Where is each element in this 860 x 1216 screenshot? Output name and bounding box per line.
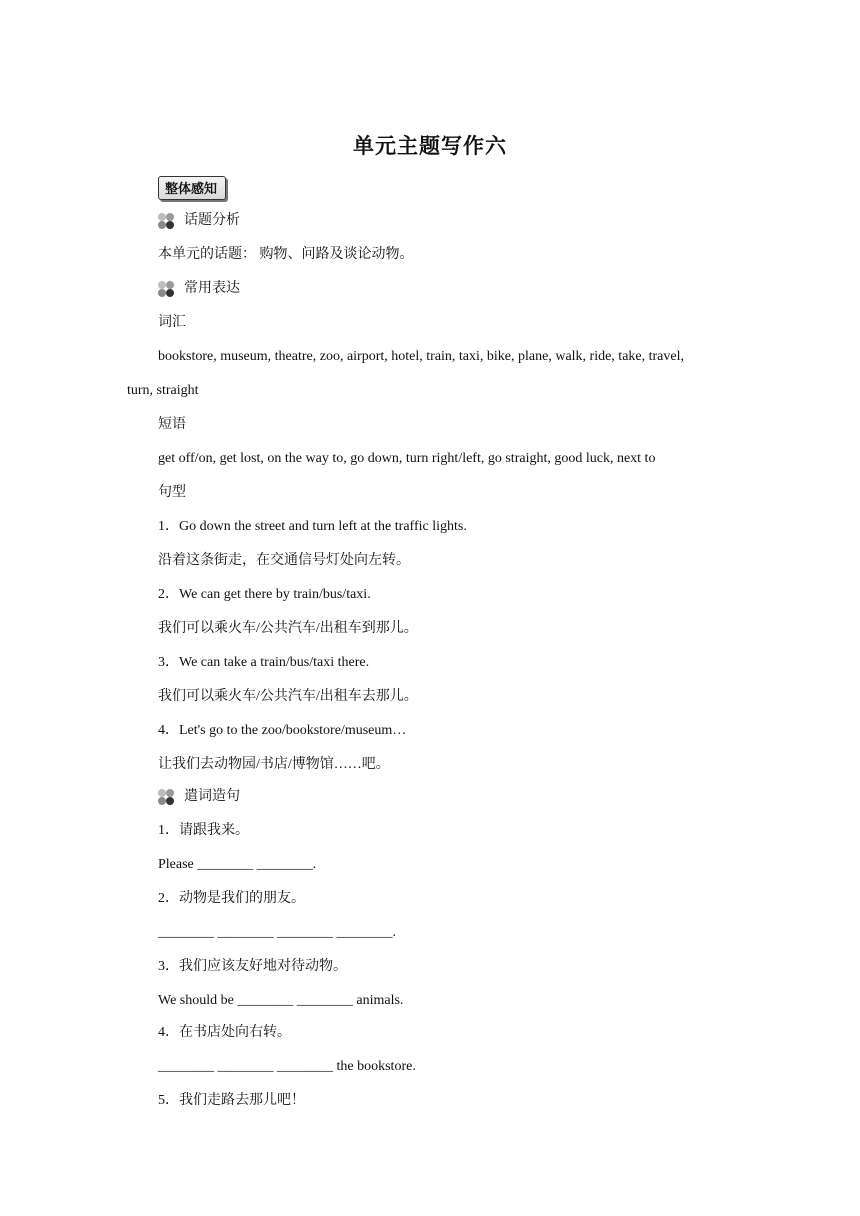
bullet-icon bbox=[158, 281, 176, 297]
phrase-label: 短语 bbox=[158, 417, 186, 432]
section-heading-label: 话题分析 bbox=[184, 213, 240, 228]
section-badge: 整体感知 bbox=[158, 176, 226, 200]
vocab-line: turn, straight bbox=[127, 383, 199, 398]
vocab-label: 词汇 bbox=[158, 315, 186, 330]
bullet-icon bbox=[158, 213, 176, 229]
section-heading-label: 遣词造句 bbox=[184, 789, 240, 804]
page-title: 单元主题写作六 bbox=[353, 134, 507, 158]
sentence-en: 2．We can get there by train/bus/taxi. bbox=[158, 587, 371, 602]
sentence-cn: 让我们去动物园/书店/博物馆……吧。 bbox=[158, 757, 390, 772]
vocab-line: bookstore, museum, theatre, zoo, airport, hotel, train, taxi, bike, plane, walk, ride, take, travel, bbox=[158, 349, 684, 364]
exercise-answer: ________ ________ ________ ________. bbox=[158, 925, 396, 940]
exercise-question: 2．动物是我们的朋友。 bbox=[158, 891, 305, 906]
exercise-answer: ________ ________ ________ the bookstore. bbox=[158, 1059, 416, 1074]
phrase-line: get off/on, get lost, on the way to, go down, turn right/left, go straight, good luck, next to bbox=[158, 451, 656, 466]
sentence-label: 句型 bbox=[158, 485, 186, 500]
sentence-en: 1．Go down the street and turn left at the traffic lights. bbox=[158, 519, 467, 534]
topic-text: 本单元的话题： 购物、问路及谈论动物。 bbox=[158, 247, 414, 262]
sentence-en: 4．Let's go to the zoo/bookstore/museum… bbox=[158, 723, 407, 738]
exercise-answer: Please ________ ________. bbox=[158, 857, 317, 872]
exercise-question: 3．我们应该友好地对待动物。 bbox=[158, 959, 347, 974]
section-heading-expressions bbox=[158, 280, 240, 298]
sentence-cn: 我们可以乘火车/公共汽车/出租车去那儿。 bbox=[158, 689, 418, 704]
exercise-question: 5．我们走路去那儿吧！ bbox=[158, 1093, 305, 1108]
sentence-en: 3．We can take a train/bus/taxi there. bbox=[158, 655, 370, 670]
exercise-question: 1．请跟我来。 bbox=[158, 823, 249, 838]
section-heading-sentence-building bbox=[158, 788, 240, 806]
bullet-icon bbox=[158, 789, 176, 805]
sentence-cn: 沿着这条街走，在交通信号灯处向左转。 bbox=[158, 553, 410, 568]
section-heading-topic bbox=[158, 212, 240, 230]
exercise-answer: We should be ________ ________ animals. bbox=[158, 993, 404, 1008]
exercise-question: 4．在书店处向右转。 bbox=[158, 1025, 291, 1040]
sentence-cn: 我们可以乘火车/公共汽车/出租车到那儿。 bbox=[158, 621, 418, 636]
section-heading-label: 常用表达 bbox=[184, 281, 240, 296]
